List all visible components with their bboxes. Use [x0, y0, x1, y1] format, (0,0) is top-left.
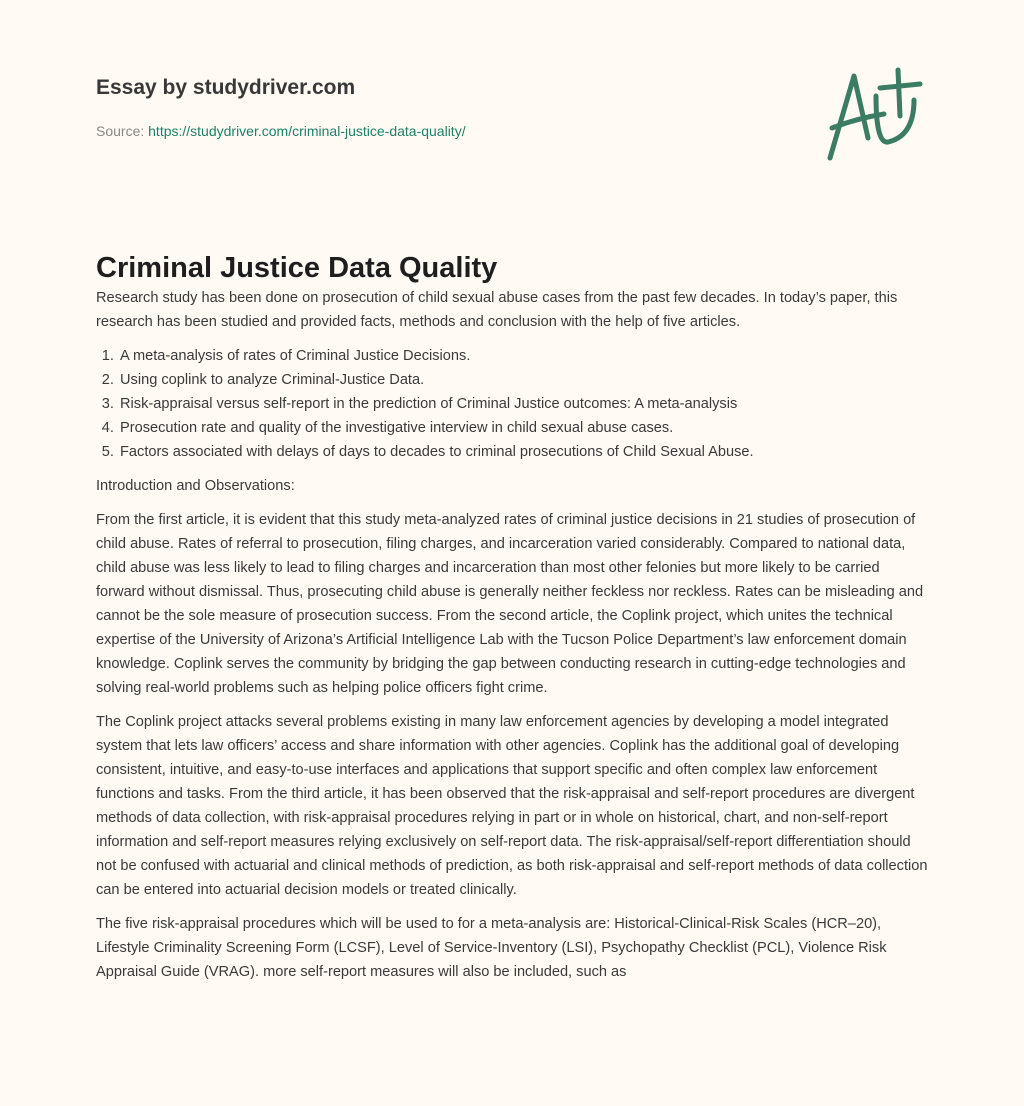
essay-body [96, 286, 932, 994]
article-item: 2. Using coplink to analyze Criminal-Justice Data. [118, 368, 932, 392]
article-item: 3. Risk-appraisal versus self-report in the prediction of Criminal Justice outcomes: A meta-analysis [118, 392, 932, 416]
source-label: Source: [96, 123, 145, 139]
article-item: 5. Factors associated with delays of days to decades to criminal prosecutions of Child Sexual Abuse. [118, 440, 932, 464]
body-paragraph: From the first article, it is evident that this study meta-analyzed rates of criminal justice decisions in 21 studies of prosecution of child abuse. Rates of referral to prosecution, filing charges, and incarceration varied considerably. Compared to national data, child abuse was less likely to lead to filing charges and incarceration than most other felonies but more likely to be carried forward without dismissal. Thus, prosecuting child abuse is generally neither feckless nor reckless. Rates can be misleading and cannot be the sole measure of prosecution success. From the second article, the Coplink project, which unites the technical expertise of the University of Arizona’s Artificial Intelligence Lab with the Tucson Police Department’s law enforcement domain knowledge. Coplink serves the community by bridging the gap between conducting research in cutting-edge technologies and solving real-world problems such as helping police officers fight crime. [96, 512, 924, 696]
source-line [96, 123, 466, 139]
articles-list [96, 344, 932, 464]
source-link[interactable]: https://studydriver.com/criminal-justice-data-quality/ [148, 123, 466, 139]
article-item: 1. A meta-analysis of rates of Criminal Justice Decisions. [118, 344, 932, 368]
section-heading: Introduction and Observations: [96, 478, 295, 494]
essay-title: Criminal Justice Data Quality [96, 252, 498, 284]
brand-heading: Essay by studydriver.com [96, 76, 356, 99]
article-item: 4. Prosecution rate and quality of the investigative interview in child sexual abuse cases. [118, 416, 932, 440]
a-plus-logo-icon [818, 66, 928, 166]
intro-paragraph: Research study has been done on prosecution of child sexual abuse cases from the past few decades. In today’s paper, this research has been studied and provided facts, methods and conclusion with the help of five articles. [96, 290, 898, 330]
body-paragraph: The five risk-appraisal procedures which will be used to for a meta-analysis are: Historical-Clinical-Risk Scales (HCR–20), Lifestyle Criminality Screening Form (LCSF), Level of Service-Inventory (LSI), Psychopathy Checklist (PCL), Violence Risk Appraisal Guide (VRAG). more self-report measures will also be included, such as [96, 916, 887, 980]
body-paragraph: The Coplink project attacks several problems existing in many law enforcement agencies by developing a model integrated system that lets law officers’ access and share information with other agencies. Coplink has the additional goal of developing consistent, intuitive, and easy-to-use interfaces and applications that support specific and often complex law enforcement functions and tasks. From the third article, it has been observed that the risk-appraisal and self-report procedures are divergent methods of data collection, with risk-appraisal procedures relying in part or in whole on historical, chart, and non-self-report information and self-report measures relying exclusively on self-report data. The risk-appraisal/self-report differentiation should not be confused with actuarial and clinical methods of prediction, as both risk-appraisal and self-report methods of data collection can be entered into actuarial decision models or treated clinically. [96, 714, 928, 898]
